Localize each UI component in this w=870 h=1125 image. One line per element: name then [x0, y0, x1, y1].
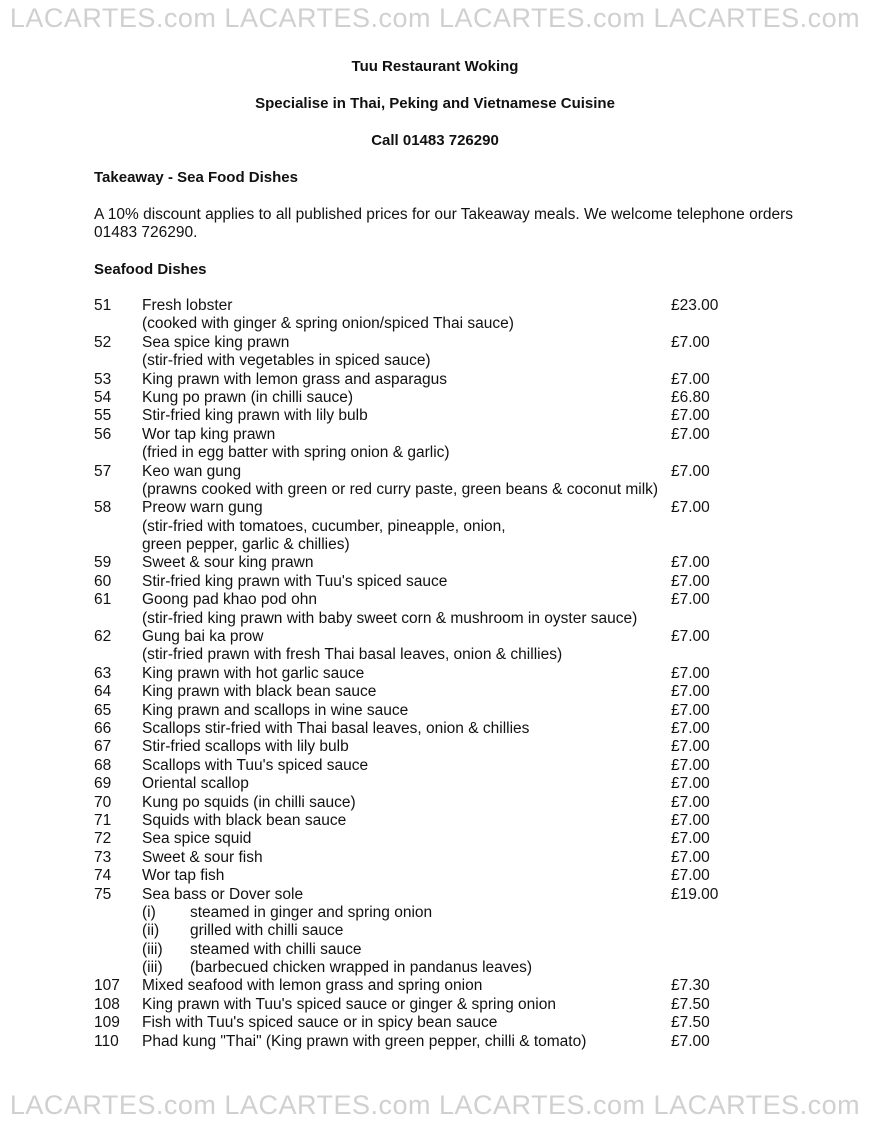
intro-text: A 10% discount applies to all published prices for our Takeaway meals. We welcome telephone orders 01483 726290.: [94, 206, 794, 241]
item-description: (cooked with ginger & spring onion/spiced Thai sauce): [142, 315, 514, 333]
menu-item: [94, 554, 794, 572]
option-text: (barbecued chicken wrapped in pandanus leaves): [190, 959, 533, 977]
item-price: £7.00: [671, 664, 710, 682]
menu-item: [94, 830, 794, 848]
menu-item: [94, 757, 794, 775]
item-price: £6.80: [671, 388, 710, 406]
item-number: 59: [94, 554, 112, 572]
item-name: Mixed seafood with lemon grass and spring onion: [142, 977, 483, 995]
item-number: 67: [94, 738, 112, 756]
item-number: 66: [94, 719, 112, 737]
menu-item: [94, 738, 794, 756]
item-description: green pepper, garlic & chillies): [142, 536, 350, 554]
item-name: Squids with black bean sauce: [142, 811, 347, 829]
item-name: Sea spice squid: [142, 830, 252, 848]
item-number: 73: [94, 848, 112, 866]
item-number: 56: [94, 425, 112, 443]
item-option-row: [94, 941, 794, 959]
item-number: 68: [94, 756, 112, 774]
item-number: 57: [94, 462, 112, 480]
item-price: £7.00: [671, 462, 710, 480]
item-name: Fresh lobster: [142, 297, 233, 314]
item-price: £7.00: [671, 425, 710, 443]
item-name: Phad kung "Thai" (King prawn with green pepper, chilli & tomato): [142, 1032, 587, 1050]
menu-item: [94, 1014, 794, 1032]
item-price: £7.00: [671, 848, 710, 866]
item-number: 62: [94, 628, 112, 646]
menu-item: [94, 665, 794, 683]
item-name: King prawn with hot garlic sauce: [142, 664, 365, 682]
item-price: £7.00: [671, 719, 710, 737]
item-price: £7.00: [671, 333, 710, 351]
item-price: £7.00: [671, 554, 710, 572]
item-number: 64: [94, 683, 112, 701]
item-description: (prawns cooked with green or red curry paste, green beans & coconut milk): [142, 480, 659, 498]
item-name: Sweet & sour fish: [142, 848, 263, 866]
item-price: £7.00: [671, 370, 710, 388]
item-number: 69: [94, 775, 112, 793]
item-name: King prawn with black bean sauce: [142, 683, 377, 701]
item-option-row: [94, 904, 794, 922]
cuisine-specialty: Specialise in Thai, Peking and Vietnamese Cuisine: [255, 95, 615, 112]
item-price: £23.00: [671, 297, 719, 314]
item-number: 107: [94, 977, 120, 995]
item-price: £7.00: [671, 572, 710, 590]
item-price: £7.00: [671, 701, 710, 719]
item-description-row: [94, 444, 794, 462]
menu-item: [94, 977, 794, 995]
menu-item: [94, 389, 794, 407]
section-title: Takeaway - Sea Food Dishes: [94, 169, 298, 186]
item-description: (stir-fried prawn with fresh Thai basal leaves, onion & chillies): [142, 646, 563, 664]
item-name: Scallops with Tuu's spiced sauce: [142, 756, 369, 774]
option-number: (i): [142, 903, 156, 921]
menu-item: [94, 867, 794, 885]
option-number: (iii): [142, 940, 163, 958]
menu-item: [94, 334, 794, 352]
item-option-row: [94, 922, 794, 940]
item-description: (fried in egg batter with spring onion & garlic): [142, 444, 450, 462]
item-name: Keo wan gung: [142, 462, 242, 480]
restaurant-name: Tuu Restaurant Woking: [351, 58, 519, 75]
menu-item: [94, 463, 794, 481]
item-name: Sea spice king prawn: [142, 333, 290, 351]
item-number: 58: [94, 499, 112, 517]
option-text: steamed with chilli sauce: [190, 940, 362, 958]
item-description-row: [94, 646, 794, 664]
item-description: (stir-fried king prawn with baby sweet corn & mushroom in oyster sauce): [142, 609, 638, 627]
item-price: £7.50: [671, 1014, 710, 1032]
item-description-row: [94, 315, 794, 333]
item-number: 54: [94, 388, 112, 406]
menu-item: [94, 297, 794, 315]
item-number: 53: [94, 370, 112, 388]
item-number: 75: [94, 885, 112, 903]
item-name: Scallops stir-fried with Thai basal leaves, onion & chillies: [142, 719, 530, 737]
item-name: Stir-fried king prawn with Tuu's spiced sauce: [142, 572, 448, 590]
item-number: 60: [94, 572, 112, 590]
menu-item: [94, 499, 794, 517]
item-price: £7.00: [671, 591, 710, 609]
menu-item: [94, 573, 794, 591]
item-price: £7.00: [671, 775, 710, 793]
item-price: £7.30: [671, 977, 710, 995]
item-price: £7.00: [671, 738, 710, 756]
menu-item: [94, 407, 794, 425]
menu-item: [94, 849, 794, 867]
item-name: King prawn with Tuu's spiced sauce or ginger & spring onion: [142, 995, 556, 1013]
item-number: 63: [94, 664, 112, 682]
item-name: Gung bai ka prow: [142, 628, 264, 646]
item-name: Wor tap fish: [142, 867, 225, 885]
option-text: steamed in ginger and spring onion: [190, 903, 433, 921]
menu-item: [94, 426, 794, 444]
menu-item: [94, 371, 794, 389]
item-description-row: [94, 536, 794, 554]
item-number: 71: [94, 811, 112, 829]
item-number: 52: [94, 333, 112, 351]
menu-item: [94, 628, 794, 646]
menu-item: [94, 775, 794, 793]
menu-item: [94, 720, 794, 738]
item-price: £7.00: [671, 756, 710, 774]
subsection-title: Seafood Dishes: [94, 261, 207, 278]
option-text: grilled with chilli sauce: [190, 922, 344, 940]
item-price: £7.00: [671, 830, 710, 848]
item-number: 51: [94, 297, 112, 314]
item-number: 109: [94, 1014, 120, 1032]
item-price: £7.00: [671, 811, 710, 829]
menu-item: [94, 1033, 794, 1051]
menu-item: [94, 996, 794, 1014]
item-price: £7.00: [671, 793, 710, 811]
menu-item: [94, 683, 794, 701]
option-number: (ii): [142, 922, 160, 940]
item-option-row: [94, 959, 794, 977]
option-number: (iii): [142, 959, 163, 977]
item-name: King prawn with lemon grass and asparagus: [142, 370, 448, 388]
item-price: £7.50: [671, 995, 710, 1013]
item-number: 55: [94, 407, 112, 425]
menu-item: [94, 591, 794, 609]
item-price: £7.00: [671, 1032, 710, 1050]
item-name: Fish with Tuu's spiced sauce or in spicy bean sauce: [142, 1014, 498, 1032]
item-description-row: [94, 610, 794, 628]
item-description: (stir-fried with tomatoes, cucumber, pineapple, onion,: [142, 517, 506, 535]
item-name: Oriental scallop: [142, 775, 249, 793]
item-name: Kung po prawn (in chilli sauce): [142, 388, 354, 406]
item-number: 108: [94, 995, 120, 1013]
item-name: Goong pad khao pod ohn: [142, 591, 317, 609]
item-description: (stir-fried with vegetables in spiced sauce): [142, 352, 431, 370]
item-number: 61: [94, 591, 112, 609]
item-name: Kung po squids (in chilli sauce): [142, 793, 356, 811]
item-description-row: [94, 481, 794, 499]
watermark-top: LACARTES.com LACARTES.com LACARTES.com LACARTES.com: [9, 3, 861, 33]
item-description-row: [94, 518, 794, 536]
item-name: Stir-fried king prawn with lily bulb: [142, 407, 368, 425]
item-name: Sweet & sour king prawn: [142, 554, 314, 572]
item-description-row: [94, 352, 794, 370]
item-number: 110: [94, 1032, 119, 1050]
item-price: £7.00: [671, 499, 710, 517]
item-price: £19.00: [671, 885, 719, 903]
item-number: 70: [94, 793, 112, 811]
item-name: Preow warn gung: [142, 499, 263, 517]
item-price: £7.00: [671, 407, 710, 425]
menu-item: [94, 812, 794, 830]
menu-item: [94, 794, 794, 812]
item-number: 72: [94, 830, 112, 848]
item-name: Stir-fried scallops with lily bulb: [142, 738, 349, 756]
item-price: £7.00: [671, 628, 710, 646]
item-number: 65: [94, 701, 112, 719]
item-name: King prawn and scallops in wine sauce: [142, 701, 409, 719]
menu-item: [94, 702, 794, 720]
menu-list: [94, 297, 794, 1051]
menu-item: [94, 886, 794, 904]
item-price: £7.00: [671, 683, 710, 701]
item-name: Wor tap king prawn: [142, 425, 276, 443]
watermark-bottom: LACARTES.com LACARTES.com LACARTES.com LACARTES.com: [9, 1090, 861, 1120]
item-number: 74: [94, 867, 112, 885]
item-name: Sea bass or Dover sole: [142, 885, 304, 903]
item-price: £7.00: [671, 867, 710, 885]
phone-line: Call 01483 726290: [371, 132, 499, 149]
